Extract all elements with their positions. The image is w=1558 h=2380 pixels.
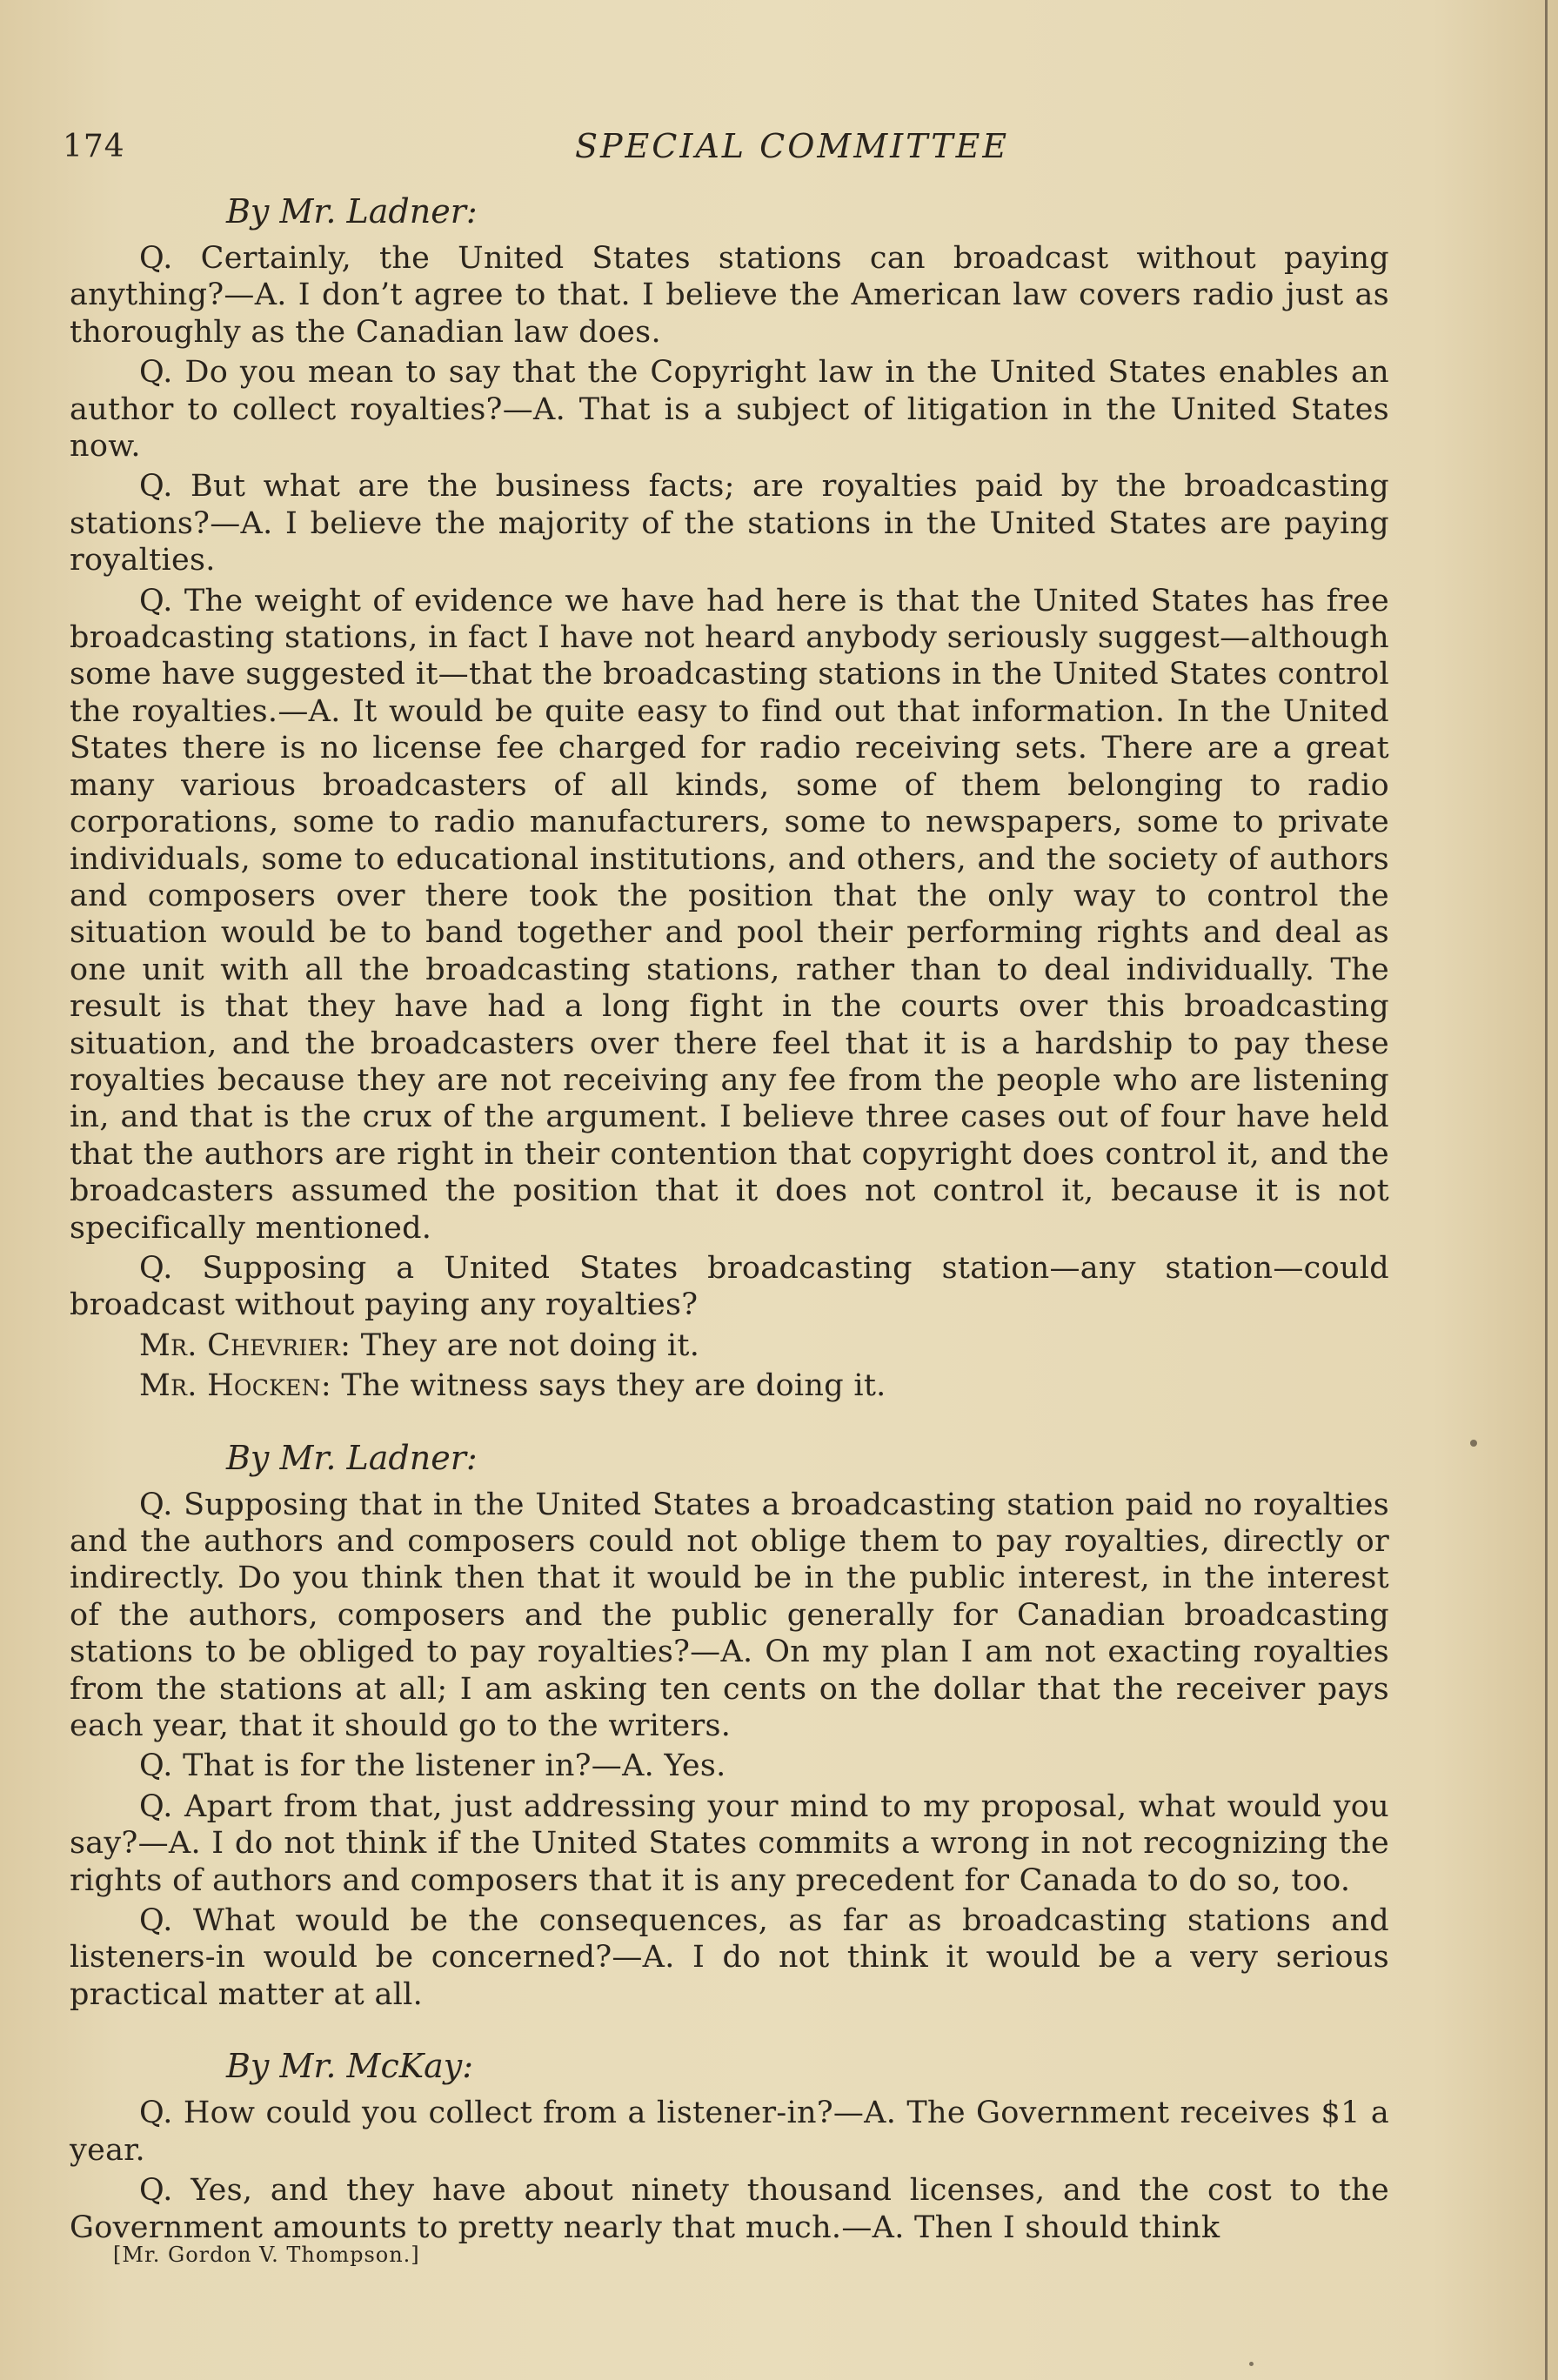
testimony-paragraph: Q. Yes, and they have about ninety thousand licenses, and the cost to the Government amounts to pretty nearly that much.—A. Then I should think [70, 2173, 1389, 2245]
testimony-paragraph: Q. The weight of evidence we have had here is that the United States has free broadcasting stations, in fact I have not heard anybody seriously suggest—although some have suggested it—that the broadcasting stations in the United States control the royalties.—A. It would be quite easy to find out that information. In the United States there is no license fee charged for radio receiving sets. There are a great many various broadcasters of all kinds, some of them belonging to radio corporations, some to radio manufacturers, some to newspapers, some to private individuals, some to educational institutions, and others, and the society of authors and composers over there took the position that the only way to control the situation would be to band together and pool their performing rights and deal as one unit with all the broadcasting stations, rather than to deal individually. The result is that they have had a long fight in the courts over this broadcasting situation, and the broadcasters over there feel that it is a hardship to pay these royalties because they are not receiving any fee from the people who are listening in, and that is the crux of the argument. I believe three cases out of four have held that the authors are right in their contention that copyright does control it, and the broadcasters assumed the position that it does not control it, because it is not specifically mentioned. [70, 583, 1389, 1246]
ink-speck [1249, 2362, 1254, 2366]
speaker-attribution: [Mr. Gordon V. Thompson.] [113, 2243, 420, 2267]
examiner-heading: By Mr. Ladner: [226, 192, 478, 231]
speaker-name: Mr. Hocken [139, 1368, 321, 1404]
remark-text: The witness says they are doing it. [341, 1368, 886, 1404]
testimony-paragraph: Q. Supposing that in the United States a broadcasting station paid no royalties and the authors and composers could not oblige them to pay royalties, directly or indirectly. Do you think then that it would be in the public interest, in the interest of the authors, composers and the public generally for Canadian broadcasting stations to be obliged to pay royalties?—A. On my plan I am not exacting royalties from the stations at all; I am asking ten cents on the dollar that the receiver pays each year, that it should go to the writers. [70, 1487, 1389, 1744]
speaker-remark [70, 1327, 1389, 1364]
testimony-paragraph: Q. Do you mean to say that the Copyright law in the United States enables an author to collect royalties?—A. That is a subject of litigation in the United States now. [70, 355, 1389, 465]
page-number: 174 [63, 129, 125, 164]
examiner-heading: By Mr. McKay: [226, 2047, 474, 2086]
running-head: SPECIAL COMMITTEE [574, 127, 1010, 165]
speaker-remark [70, 1367, 1389, 1404]
testimony-paragraph: Q. What would be the consequences, as far as broadcasting stations and listeners-in would be concerned?—A. I do not think it would be a very serious practical matter at all. [70, 1903, 1389, 2012]
examiner-heading: By Mr. Ladner: [226, 1438, 478, 1477]
testimony-paragraph: Q. How could you collect from a listener-in?—A. The Government receives $1 a year. [70, 2096, 1389, 2168]
body-text [70, 191, 1389, 2250]
speaker-colon: : [340, 1327, 361, 1363]
speaker-colon: : [320, 1368, 342, 1404]
testimony-paragraph: Q. Apart from that, just addressing your mind to my proposal, what would you say?—A. I do not think if the United States commits a wrong in not recognizing the rights of authors and composers that it is any precedent for Canada to do so, too. [70, 1788, 1389, 1898]
remark-text: They are not doing it. [360, 1327, 700, 1363]
testimony-paragraph: Q. Supposing a United States broadcasting station—any station—could broadcast without paying any royalties? [70, 1250, 1389, 1323]
testimony-paragraph: Q. That is for the listener in?—A. Yes. [139, 1748, 726, 1784]
speaker-name: Mr. Chevrier [139, 1327, 341, 1363]
testimony-paragraph: Q. But what are the business facts; are royalties paid by the broadcasting stations?—A. I believe the majority of the stations in the United States are paying royalties. [70, 469, 1389, 578]
ink-speck [1470, 1440, 1477, 1447]
testimony-paragraph: Q. Certainly, the United States stations can broadcast without paying anything?—A. I don’t agree to that. I believe the American law covers radio just as thoroughly as the Canadian law does. [70, 241, 1389, 350]
page-edge-line [1545, 0, 1548, 2380]
